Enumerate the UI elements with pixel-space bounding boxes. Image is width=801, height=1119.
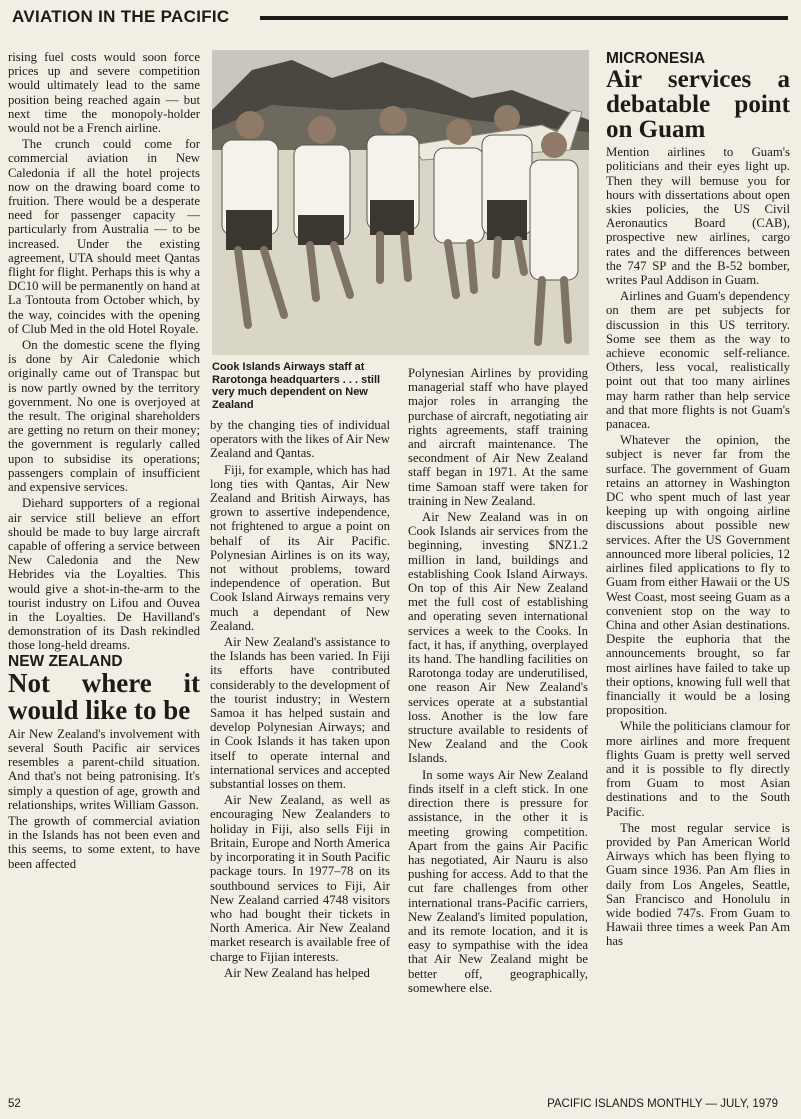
section-kicker-new-zealand: NEW ZEALAND: [8, 652, 123, 670]
column-1: [8, 50, 200, 873]
paragraph: Diehard supporters of a regional air service still believe an effort should be made to buy large aircraft capable of offering a service between New Caledonia and the New Hebrides via the Loyalties. This would give a shot-in-the-arm to the tourist industry on Lifou and Ouvea in the Loyalties. De Havilland's demonstration of its Dash rekindled those long-held dreams.: [8, 496, 200, 653]
paragraph: In some ways Air New Zealand finds itself in a cleft stick. In one direction there is pressure for assistance, in the other it is meeting growing competition. Apart from the gains Air Pacific has negotiated, Air Nauru is also pushing for access. Add to that the cut fare challenges from other international trans-Pacific carriers, New Zealand's limited population, and its remote location, and it is easy to sympathise with the idea that Air New Zealand might be better off, geographically, somewhere else.: [408, 767, 588, 995]
publication-footer: PACIFIC ISLANDS MONTHLY — JULY, 1979: [547, 1098, 778, 1110]
staff-photo-image: [212, 50, 589, 355]
paragraph: by the changing ties of individual operators with the likes of Air New Zealand and Qantas.: [210, 418, 390, 461]
paragraph: rising fuel costs would soon force prices up and severe competition would ultimately lead to the same position being reached again — but next time the monopoly-holder would not be a French airline.: [8, 50, 200, 136]
paragraph: Mention airlines to Guam's politicians and their eyes light up. Then they will bemuse you for hours with dissertations about open skies policies, the US Civil Aeronautics Board (CAB), prospective new airlines, cargo rates and the differences between the 747 SP and the B-52 bomber, writes Paul Addison in Guam.: [606, 145, 790, 288]
page-number: 52: [8, 1098, 21, 1110]
paragraph: Whatever the opinion, the subject is never far from the surface. The government of Guam retains an attorney in Washington DC who spent much of last year keeping up with ongoing airline discussions about possible new services. After the US Government announced more liberal policies, 12 airlines filed applications to fly to Guam from either Hawaii or the US West Coast, most seeing Guam as a convenient stop on the way to China and other Asian destinations. Despite the euphoria that the announcements brought, so far most airlines have failed to take up their options, knowing full well that financially it would be a losing proposition.: [606, 433, 790, 718]
column-3: [408, 366, 588, 997]
paragraph: Air New Zealand's involvement with several South Pacific air services resembles a parent-child situation. And that's not being patronising. It's simply a question of age, growth and relationships, writes William Gasson.: [8, 726, 200, 812]
column-2: [210, 418, 390, 982]
paragraph: The crunch could come for commercial aviation in New Caledonia if all the hotel projects now on the drawing board come to fruition. There would be a desperate need for passenger capacity — particularly from Australia — to be increased. Under the existing agreement, UTA should meet Qantas flight for flight. Perhaps this is why a DC10 will be permanently on hand at La Tontouta from October which, by the way, coincides with the opening of Club Med in the old Hotel Royale.: [8, 137, 200, 336]
paragraph: Air New Zealand has helped: [224, 965, 370, 980]
section-label: AVIATION IN THE PACIFIC: [12, 7, 230, 26]
article-headline-new-zealand: Not where it would like to be: [8, 667, 200, 725]
column-4: [606, 50, 790, 951]
paragraph: Air New Zealand was in on Cook Islands air services from the beginning, investing $NZ1.2 million in land, buildings and establishing Cook Island Airways. On top of this Air New Zealand met the full cost of establishing and operating seven international services a week to the Cooks. In fact, it has, if anything, overplayed its hand. The handling facilities on Rarotonga today are underutilised, one reason Air New Zealand's services operate at a substantial loss. Another is the low fare structure available to residents of New Zealand and the Cook Islands.: [408, 510, 588, 766]
paragraph: Airlines and Guam's dependency on them are pet subjects for discussion in this US territory. Some see them as the way to achieve economic self-reliance. Others, less vocal, realistically point out that too many airlines may harm rather than help service and that more flights is not Guam's panacea.: [606, 289, 790, 432]
paragraph: On the domestic scene the flying is done by Air Caledonie which originally came out of Transpac but is now partly owned by the territory government. No one is overjoyed at the result. The original shareholders are getting no return on their money; the government is regularly called upon to subsidise its operations; passengers complain of insufficient and expensive services.: [8, 338, 200, 495]
section-kicker-micronesia: MICRONESIA: [606, 50, 706, 67]
paragraph: Air New Zealand's assistance to the Islands has been varied. In Fiji its efforts have contributed considerably to the development of the tourist industry; in Western Samoa it has helped sustain and develop Polynesian Airways; and in Cook Islands it has taken upon itself to operate internal and international services and accepted substantial losses on them.: [210, 635, 390, 792]
page-footer: [8, 1098, 778, 1114]
header-rule: [260, 16, 788, 20]
paragraph: Air New Zealand, as well as encouraging New Zealanders to holiday in Fiji, also sells Fiji in Britain, Europe and North America by incorporating it in South Pacific package tours. In 1977–78 on its southbound services to Fiji, Air New Zealand carried 4748 visitors who had bought their tickets in North America. Air New Zealand market research is available free of charge to Fijian interests.: [210, 793, 390, 964]
paragraph: The most regular service is provided by Pan American World Airways which has been flying to Guam since 1936. Pan Am flies in daily from Los Angeles, Seattle, San Francisco and Honolulu in wide bodied 747s. From Guam to Hawaii three times a week Pan Am has: [606, 820, 790, 949]
photo-caption: Cook Islands Airways staff at Rarotonga headquarters . . . still very much dependent on New Zealand: [212, 361, 381, 411]
section-header: [8, 5, 788, 31]
paragraph: Polynesian Airlines by providing managerial staff who have played major roles in arranging the purchase of aircraft, negotiating air rights agreements, staff training and aircraft maintenance. The secondment of Air New Zealand staff began in 1971. At the same time Samoan staff were taken for training in New Zealand.: [408, 366, 588, 508]
paragraph: Fiji, for example, which has had long ties with Qantas, Air New Zealand and British Airways, has grown to assertive independence, not frightened to argue a point on behalf of its Air Pacific. Polynesian Airlines is on its way, not without problems, toward independence of operation. But Cook Island Airways remains very much a dependant of New Zealand.: [210, 462, 390, 633]
paragraph: While the politicians clamour for more airlines and more frequent flights Guam is pretty well served and it is possible to fly directly from Guam to most Asian destinations and to the South Pacific.: [606, 719, 790, 819]
article-headline-micronesia: Air services a debatable point on Guam: [606, 66, 790, 144]
paragraph: The growth of commercial aviation in the Islands has not been even and this seems, to some extent, to have been affected: [8, 813, 200, 871]
staff-photo: [212, 50, 589, 355]
